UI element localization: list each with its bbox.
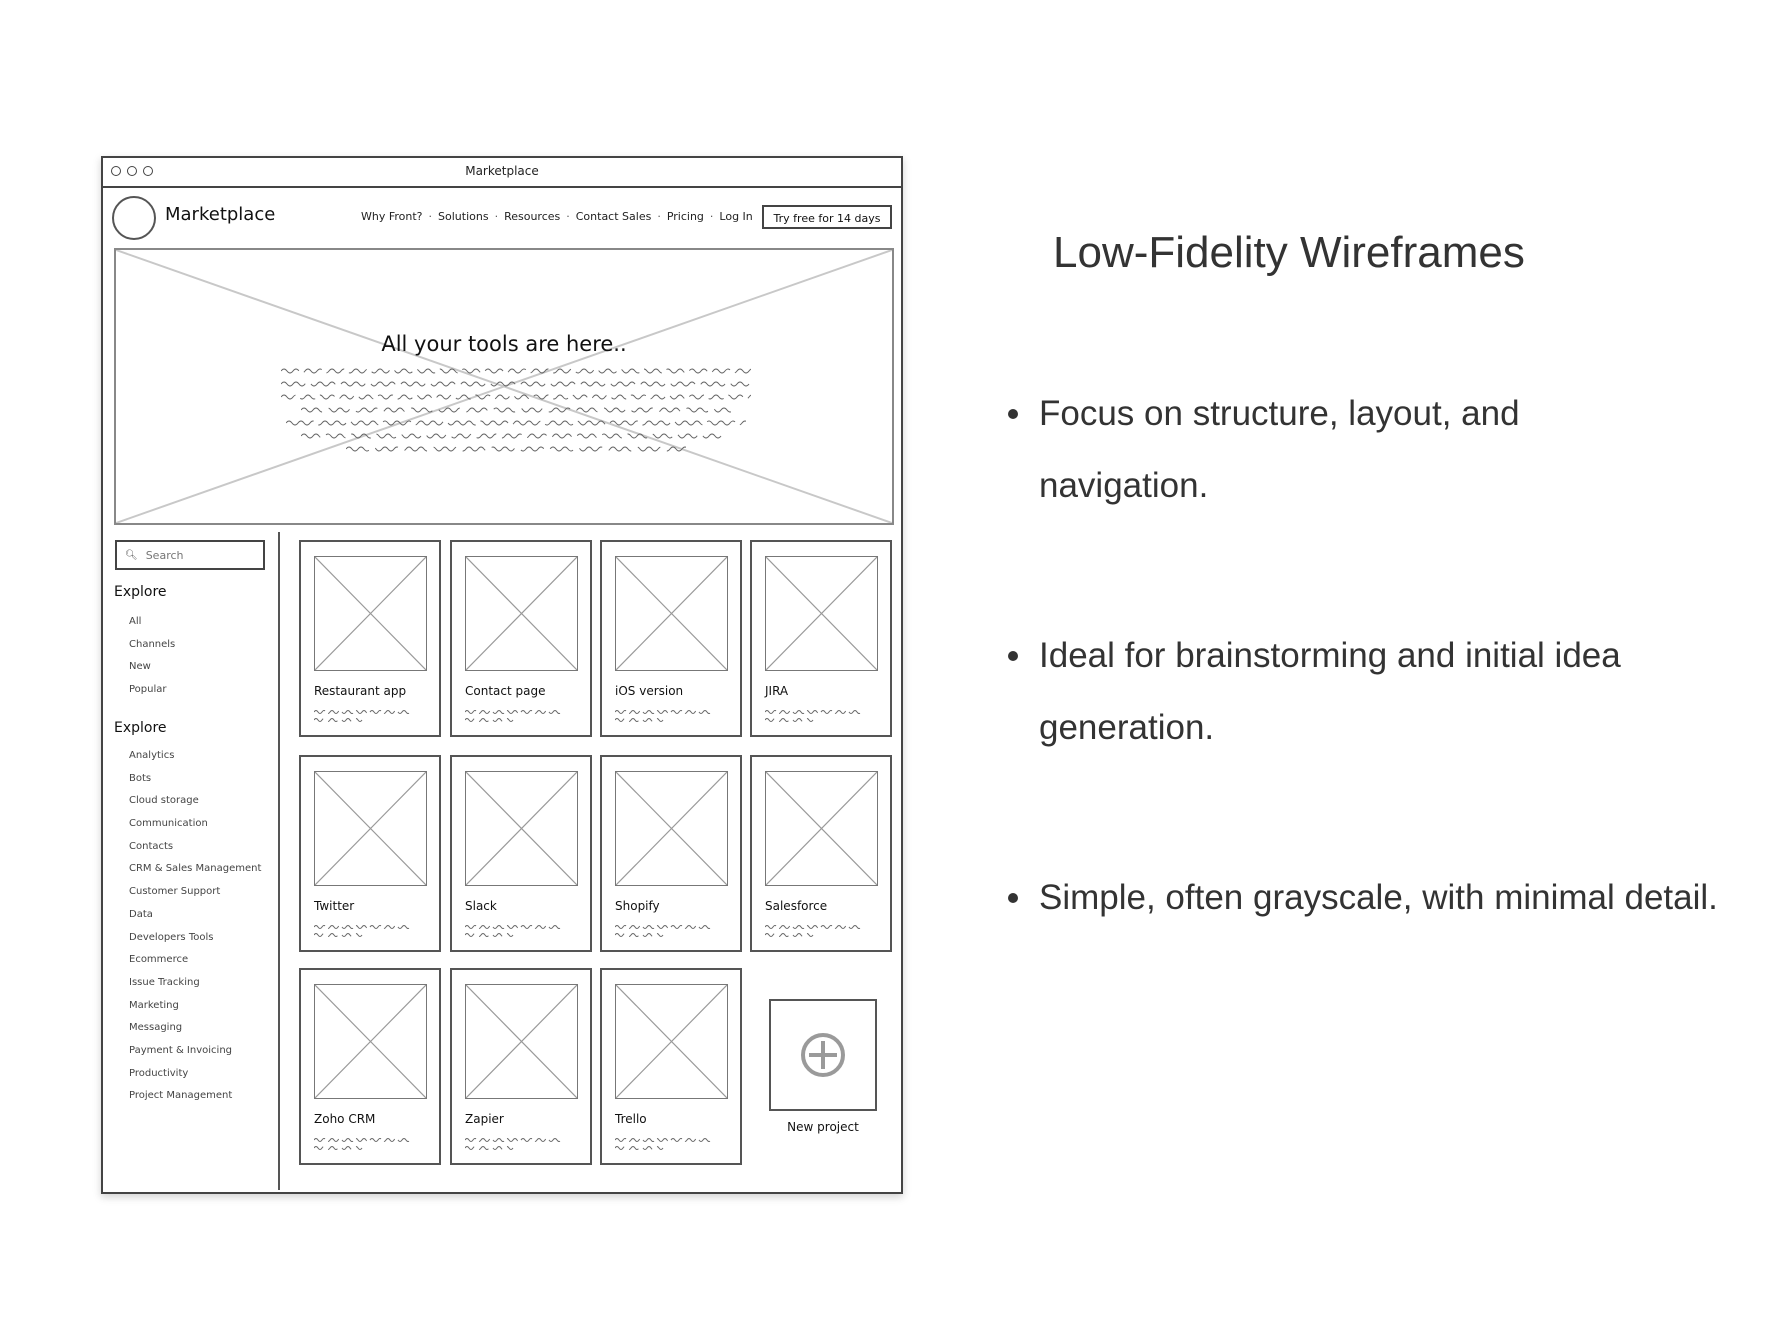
card-description-placeholder bbox=[314, 1136, 414, 1156]
nav-log-in[interactable]: · Log In bbox=[704, 210, 753, 223]
card-title: Twitter bbox=[314, 899, 355, 913]
new-project-label[interactable]: New project bbox=[787, 1120, 859, 1134]
card-description-placeholder bbox=[765, 923, 865, 943]
bullet-item: Focus on structure, layout, and navigation. bbox=[1003, 378, 1599, 522]
app-card[interactable] bbox=[299, 540, 441, 737]
sidebar-item-developers-tools[interactable]: Developers Tools bbox=[129, 931, 214, 943]
hero-banner bbox=[114, 248, 894, 525]
image-placeholder-icon bbox=[465, 771, 578, 886]
sidebar-item-messaging[interactable]: Messaging bbox=[129, 1022, 183, 1034]
card-title: Trello bbox=[615, 1112, 647, 1126]
wireframe-window bbox=[101, 156, 903, 1194]
image-placeholder-icon bbox=[465, 556, 578, 671]
card-description-placeholder bbox=[314, 708, 414, 728]
image-placeholder-icon bbox=[765, 771, 878, 886]
card-description-placeholder bbox=[615, 923, 715, 943]
bullet-item: Ideal for brainstorming and initial idea generation. bbox=[1003, 620, 1729, 764]
add-circle-icon bbox=[771, 1001, 875, 1109]
sidebar-list-primary bbox=[129, 611, 175, 702]
image-placeholder-icon bbox=[314, 984, 427, 1099]
sidebar-item-productivity[interactable]: Productivity bbox=[129, 1067, 189, 1079]
app-card[interactable] bbox=[600, 968, 742, 1165]
window-titlebar bbox=[103, 158, 901, 188]
card-title: Restaurant app bbox=[314, 684, 407, 698]
sidebar-heading-explore: Explore bbox=[114, 584, 167, 600]
card-description-placeholder bbox=[314, 923, 414, 943]
image-placeholder-icon bbox=[765, 556, 878, 671]
sidebar-item-new[interactable]: New bbox=[129, 661, 151, 673]
feature-bullets bbox=[1003, 378, 1723, 1032]
sidebar-item-bots[interactable]: Bots bbox=[129, 772, 152, 784]
window-title: Marketplace bbox=[465, 164, 539, 178]
app-card[interactable] bbox=[299, 755, 441, 952]
card-title: JIRA bbox=[765, 684, 789, 698]
app-card[interactable] bbox=[450, 755, 592, 952]
nav-contact-sales[interactable]: · Contact Sales bbox=[560, 210, 651, 223]
sidebar-item-issue-tracking[interactable]: Issue Tracking bbox=[129, 976, 200, 988]
sidebar-item-contacts[interactable]: Contacts bbox=[129, 840, 174, 852]
card-description-placeholder bbox=[465, 923, 565, 943]
sidebar-item-payment-invoicing[interactable]: Payment & Invoicing bbox=[129, 1044, 232, 1056]
sidebar-item-communication[interactable]: Communication bbox=[129, 818, 208, 830]
sidebar-item-cloud-storage[interactable]: Cloud storage bbox=[129, 795, 199, 807]
app-card[interactable] bbox=[450, 968, 592, 1165]
card-title: iOS version bbox=[615, 684, 684, 698]
card-description-placeholder bbox=[465, 708, 565, 728]
sidebar-item-data[interactable]: Data bbox=[129, 908, 153, 920]
sidebar-item-popular[interactable]: Popular bbox=[129, 684, 167, 696]
panel-heading: Low-Fidelity Wireframes bbox=[1053, 228, 1525, 277]
card-description-placeholder bbox=[765, 708, 865, 728]
logo-placeholder-icon[interactable] bbox=[112, 196, 156, 240]
sidebar-item-ecommerce[interactable]: Ecommerce bbox=[129, 954, 189, 966]
card-title: Contact page bbox=[465, 684, 546, 698]
new-project-button[interactable] bbox=[769, 999, 877, 1111]
image-placeholder-icon bbox=[615, 556, 728, 671]
app-card[interactable] bbox=[450, 540, 592, 737]
card-title: Zoho CRM bbox=[314, 1112, 376, 1126]
card-description-placeholder bbox=[615, 708, 715, 728]
sidebar-heading-explore-categories: Explore bbox=[114, 720, 167, 736]
app-card[interactable] bbox=[750, 540, 892, 737]
hero-title: All your tools are here.. bbox=[381, 332, 627, 356]
hero-placeholder-text bbox=[276, 366, 756, 457]
sidebar-item-crm[interactable]: CRM & Sales Management bbox=[129, 863, 262, 875]
card-title: Slack bbox=[465, 899, 497, 913]
app-card[interactable] bbox=[750, 755, 892, 952]
sidebar-item-customer-support[interactable]: Customer Support bbox=[129, 886, 221, 898]
top-nav bbox=[361, 210, 753, 223]
image-placeholder-icon bbox=[615, 984, 728, 1099]
brand-name[interactable]: Marketplace bbox=[165, 204, 276, 225]
search-field[interactable] bbox=[115, 540, 265, 570]
image-placeholder-icon bbox=[314, 771, 427, 886]
nav-pricing[interactable]: · Pricing bbox=[651, 210, 704, 223]
card-title: Salesforce bbox=[765, 899, 828, 913]
card-description-placeholder bbox=[615, 1136, 715, 1156]
nav-solutions[interactable]: · Solutions bbox=[423, 210, 489, 223]
sidebar-divider bbox=[278, 532, 280, 1190]
sidebar-list-categories bbox=[129, 745, 261, 1108]
try-free-button[interactable]: Try free for 14 days bbox=[762, 205, 892, 229]
card-description-placeholder bbox=[465, 1136, 565, 1156]
image-placeholder-icon bbox=[615, 771, 728, 886]
app-card[interactable] bbox=[299, 968, 441, 1165]
nav-resources[interactable]: · Resources bbox=[489, 210, 561, 223]
app-card[interactable] bbox=[600, 540, 742, 737]
sidebar-item-channels[interactable]: Channels bbox=[129, 638, 176, 650]
sidebar-item-all[interactable]: All bbox=[129, 616, 142, 627]
bullet-item: Simple, often grayscale, with minimal detail. bbox=[1003, 862, 1729, 934]
sidebar-item-marketing[interactable]: Marketing bbox=[129, 999, 179, 1011]
card-title: Shopify bbox=[615, 899, 660, 913]
image-placeholder-icon bbox=[465, 984, 578, 1099]
app-card[interactable] bbox=[600, 755, 742, 952]
search-input[interactable] bbox=[146, 549, 256, 562]
sidebar-item-analytics[interactable]: Analytics bbox=[129, 750, 175, 761]
nav-why-front[interactable]: Why Front? bbox=[361, 210, 423, 223]
image-placeholder-icon bbox=[314, 556, 427, 671]
sidebar-item-project-management[interactable]: Project Management bbox=[129, 1090, 233, 1102]
card-title: Zapier bbox=[465, 1112, 504, 1126]
search-icon: 🔍︎ bbox=[125, 549, 138, 561]
